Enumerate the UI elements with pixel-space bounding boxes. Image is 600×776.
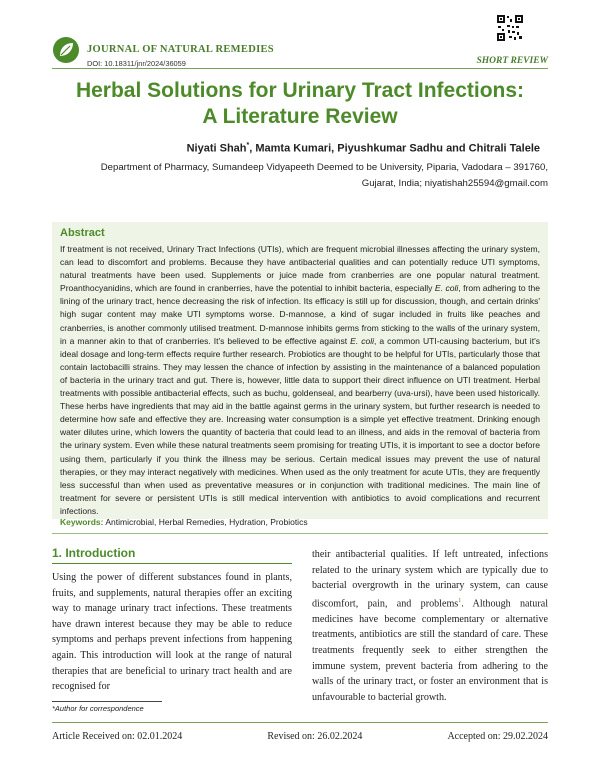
first-author: Niyati Shah	[186, 142, 247, 155]
journal-name: JOURNAL OF NATURAL REMEDIES	[87, 44, 274, 55]
accepted-date: Accepted on: 29.02.2024	[447, 731, 548, 742]
reference-link[interactable]: 1	[458, 597, 462, 604]
affiliation-line-1: Department of Pharmacy, Sumandeep Vidyapeeth Deemed to be University, Piparia, Vadodara – 391760,	[100, 162, 548, 173]
affiliation	[60, 160, 548, 192]
introduction-heading: 1. Introduction	[52, 546, 292, 564]
abstract-part-2: , from adhering to the lining of the urinary tract, hence decreasing the risk of infection. Its efficacy is still up for discussion, though, and certain drinks' high sugar content may make UTI symptoms worse. D-mannose, a kind of sugar included in fruits like peaches and cranberries, is another commonly utilised treatment. D-mannose inhibits germs from sticking to the walls of the urinary system, in a manner akin to that of cranberries. It's believed to be effective against	[60, 283, 540, 346]
keywords-divider	[52, 533, 548, 534]
qr-code-icon	[496, 14, 524, 42]
article-dates	[52, 731, 548, 742]
correspondence-footnote: *Author for correspondence	[52, 704, 144, 713]
paper-title	[60, 78, 540, 130]
intro-right-part-1: their antibacterial qualities. If left untreated, infections related to the urinary system which are typically due to bacterial overgrowth in the urinary system, can cause discomfort, pain, and problems	[312, 549, 548, 610]
article-type: SHORT REVIEW	[476, 56, 548, 66]
abstract-species-1: E. coli	[434, 283, 459, 294]
abstract-heading: Abstract	[60, 227, 105, 239]
abstract-species-2: E. coli	[350, 335, 375, 346]
abstract-part-3: , a common UTI-causing bacterium, but it's ideal dosage and long-term effects require further research. Probiotics are thought to be helpful for UTIs, particularly those that contain lactobacilli strains. They may lessen the chance of infection by assisting in the maintenance of a balanced population of bacteria in the urinary tract and gut. There is, however, little data to support their direct influence on UTI treatment. Herbal treatments with possible antibacterial effects, such as buchu, goldenseal, and bearberry (uva-ursi), have been used historically. These herbs have ingredients that may aid in the battle against germs in the urinary system, but further research is needed to determine how safe and effective they are. Increasing water consumption is a simple yet effective treatment. Drinking enough water dilutes urine, which lowers the quantity of bacteria that could lead to an illness, and aids in the removal of bacteria from the urinary system. Even while these natural treatments seem promising for treating UTIs, it is important to see a doctor before using them, particularly if you think the illness may be serious. Certain medical issues may prevent the use of natural therapies, or they may interact negatively with medicines. When used as the only treatment for acute UTIs, they are frequently less successful than when used as preventative measures or in conjunction with traditional medicines. The main line of treatment for severe or persistent UTIs is still medical intervention with antibiotics to avoid complications and recurrent infections.	[60, 335, 540, 516]
leaf-logo-icon	[52, 36, 80, 64]
affiliation-line-2: Gujarat, India; niyatishah25594@gmail.com	[361, 178, 548, 189]
doi: DOI: 10.18311/jnr/2024/36059	[87, 59, 186, 68]
authors	[60, 142, 540, 155]
introduction-left-column: Using the power of different substances found in plants, fruits, and supplements, natural therapies offer an exciting way to manage urinary tract infections. These treatments have drawn interest because they may be able to reduce symptoms and perhaps prevent infections from happening again. This introduction will look at the range of natural therapies that are beneficial to urinary tract health and are recognised for	[52, 572, 292, 693]
keywords-label: Keywords:	[60, 517, 104, 527]
introduction-right-column	[312, 547, 548, 705]
keywords-values: Antimicrobial, Herbal Remedies, Hydration, Probiotics	[105, 517, 308, 527]
received-date: Article Received on: 02.01.2024	[52, 731, 183, 742]
other-authors: , Mamta Kumari, Piyushkumar Sadhu and Chitrali Talele	[249, 142, 540, 155]
intro-right-part-2: . Although natural medicines have become complementary or alternative treatments, antibiotics are still the standard of care. These treatments frequently seek to either strengthen the immune system, prevent bacteria from adhering to the walls of the urinary tract, or foster an environment that is unfavourable to bacterial growth.	[312, 598, 549, 703]
title-line-2: A Literature Review	[202, 105, 398, 128]
revised-date: Revised on: 26.02.2024	[267, 731, 363, 742]
abstract-part-1: If treatment is not received, Urinary Tract Infections (UTIs), which are frequent microbial illnesses affecting the urinary system, can lead to discomfort and problems. Because they have antibacterial qualities and can potentially reduce UTI symptoms, natural treatments have been used. Supplements or juice made from cranberries are one popular natural treatment. Proanthocyanidins, which are found in cranberries, have the potential to inhibit bacteria, especially	[60, 244, 540, 294]
abstract-box	[52, 222, 548, 519]
footer-divider	[52, 722, 548, 723]
keywords	[60, 517, 308, 527]
header-divider	[52, 68, 548, 69]
correspondence-mark: *	[246, 142, 250, 149]
abstract-text	[60, 243, 540, 518]
footnote-rule	[52, 701, 162, 702]
title-line-1: Herbal Solutions for Urinary Tract Infections:	[75, 79, 525, 102]
